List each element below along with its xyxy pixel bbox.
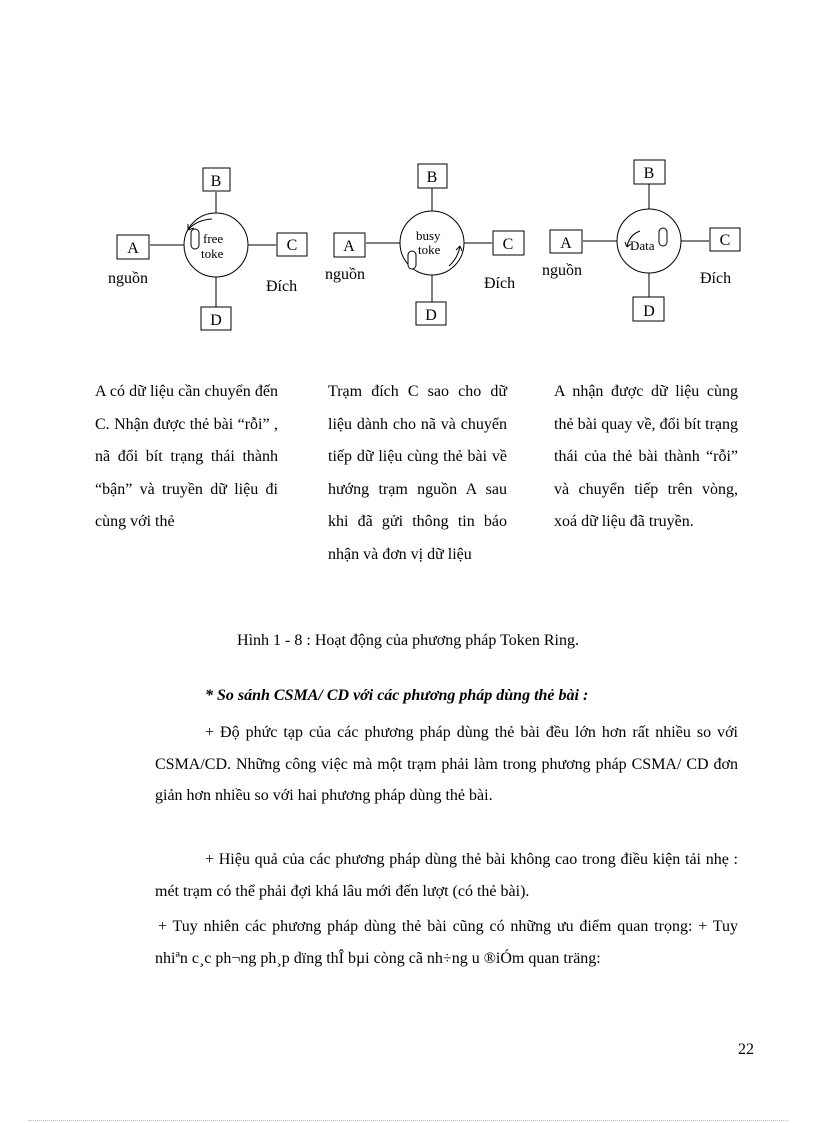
node-top: B — [426, 169, 438, 186]
node-left: A — [343, 238, 355, 255]
node-bottom: D — [425, 307, 437, 324]
source-label: nguồn — [325, 266, 365, 283]
section-heading: * So sánh CSMA/ CD với các phương pháp dùng thẻ bài : — [205, 687, 589, 704]
token-icon — [191, 229, 199, 249]
token-icon — [659, 228, 667, 246]
page-border — [28, 1120, 788, 1121]
diagram-busy-token — [325, 164, 524, 325]
diagram-data-return — [542, 160, 740, 321]
node-right: C — [719, 232, 731, 249]
dest-label: Đích — [700, 270, 732, 287]
token-ring-diagrams — [0, 0, 816, 340]
source-label: nguồn — [108, 270, 148, 287]
paragraph: + Hiệu quả của các phương pháp dùng thẻ bài không cao trong điều kiện tải nhẹ : mét trạm có thể phải đợi khá lâu mới đến lượt (có thẻ bài). — [155, 851, 738, 900]
paragraph: + Độ phức tạp của các phương pháp dùng thẻ bài đều lớn hơn rất nhiều so với CSMA/CD. Những công việc mà một trạm phải làm trong phương pháp CSMA/ CD đơn giản hơn nhiều so với hai phương pháp dùng thẻ bài. — [155, 724, 738, 804]
dest-label: Đích — [266, 278, 298, 295]
dest-label: Đích — [484, 275, 516, 292]
paragraph: + Tuy nhiên các phương pháp dùng thẻ bài cũng có những ưu điểm quan trọng: + Tuy nhiªn c¸c ph¬ng ph¸p dïng thÎ bµi còng cã nh÷ng u ®iÓm quan träng: — [155, 918, 738, 967]
node-left: A — [127, 240, 139, 257]
ring-text-line2: toke — [418, 242, 441, 257]
ring-text-line1: free — [203, 231, 224, 246]
node-bottom: D — [643, 303, 655, 320]
description-busy-token: Trạm đích C sao cho dữ liệu dành cho nã và chuyển tiếp dữ liệu cùng thẻ bài về hướng trạm nguồn A sau khi đã gửi thông tin báo nhận và đơn vị dữ liệu — [328, 383, 507, 563]
diagram-free-token — [108, 168, 307, 330]
page-number: 22 — [738, 1041, 754, 1058]
ring-text-line1: Data — [630, 238, 655, 253]
token-icon — [408, 251, 416, 269]
node-right: C — [502, 236, 514, 253]
description-data-return: A nhận được dữ liệu cùng thẻ bài quay về, đổi bít trạng thái của thẻ bài thành “rỗi” và chuyển tiếp trên vòng, xoá dữ liệu đã truyền. — [554, 383, 738, 531]
node-left: A — [560, 235, 572, 252]
node-right: C — [286, 237, 298, 254]
node-top: B — [210, 173, 222, 190]
figure-caption: Hình 1 - 8 : Hoạt động của phương pháp Token Ring. — [237, 632, 579, 649]
node-top: B — [643, 165, 655, 182]
ring-text-line1: busy — [416, 228, 441, 243]
source-label: nguồn — [542, 262, 582, 279]
node-bottom: D — [210, 312, 222, 329]
description-free-token: A có dữ liệu cần chuyển đến C. Nhận được thẻ bài “rỗi” , nã đổi bít trạng thái thành “bận” và truyền dữ liệu đi cùng với thẻ — [95, 383, 278, 531]
ring-text-line2: toke — [201, 246, 224, 261]
